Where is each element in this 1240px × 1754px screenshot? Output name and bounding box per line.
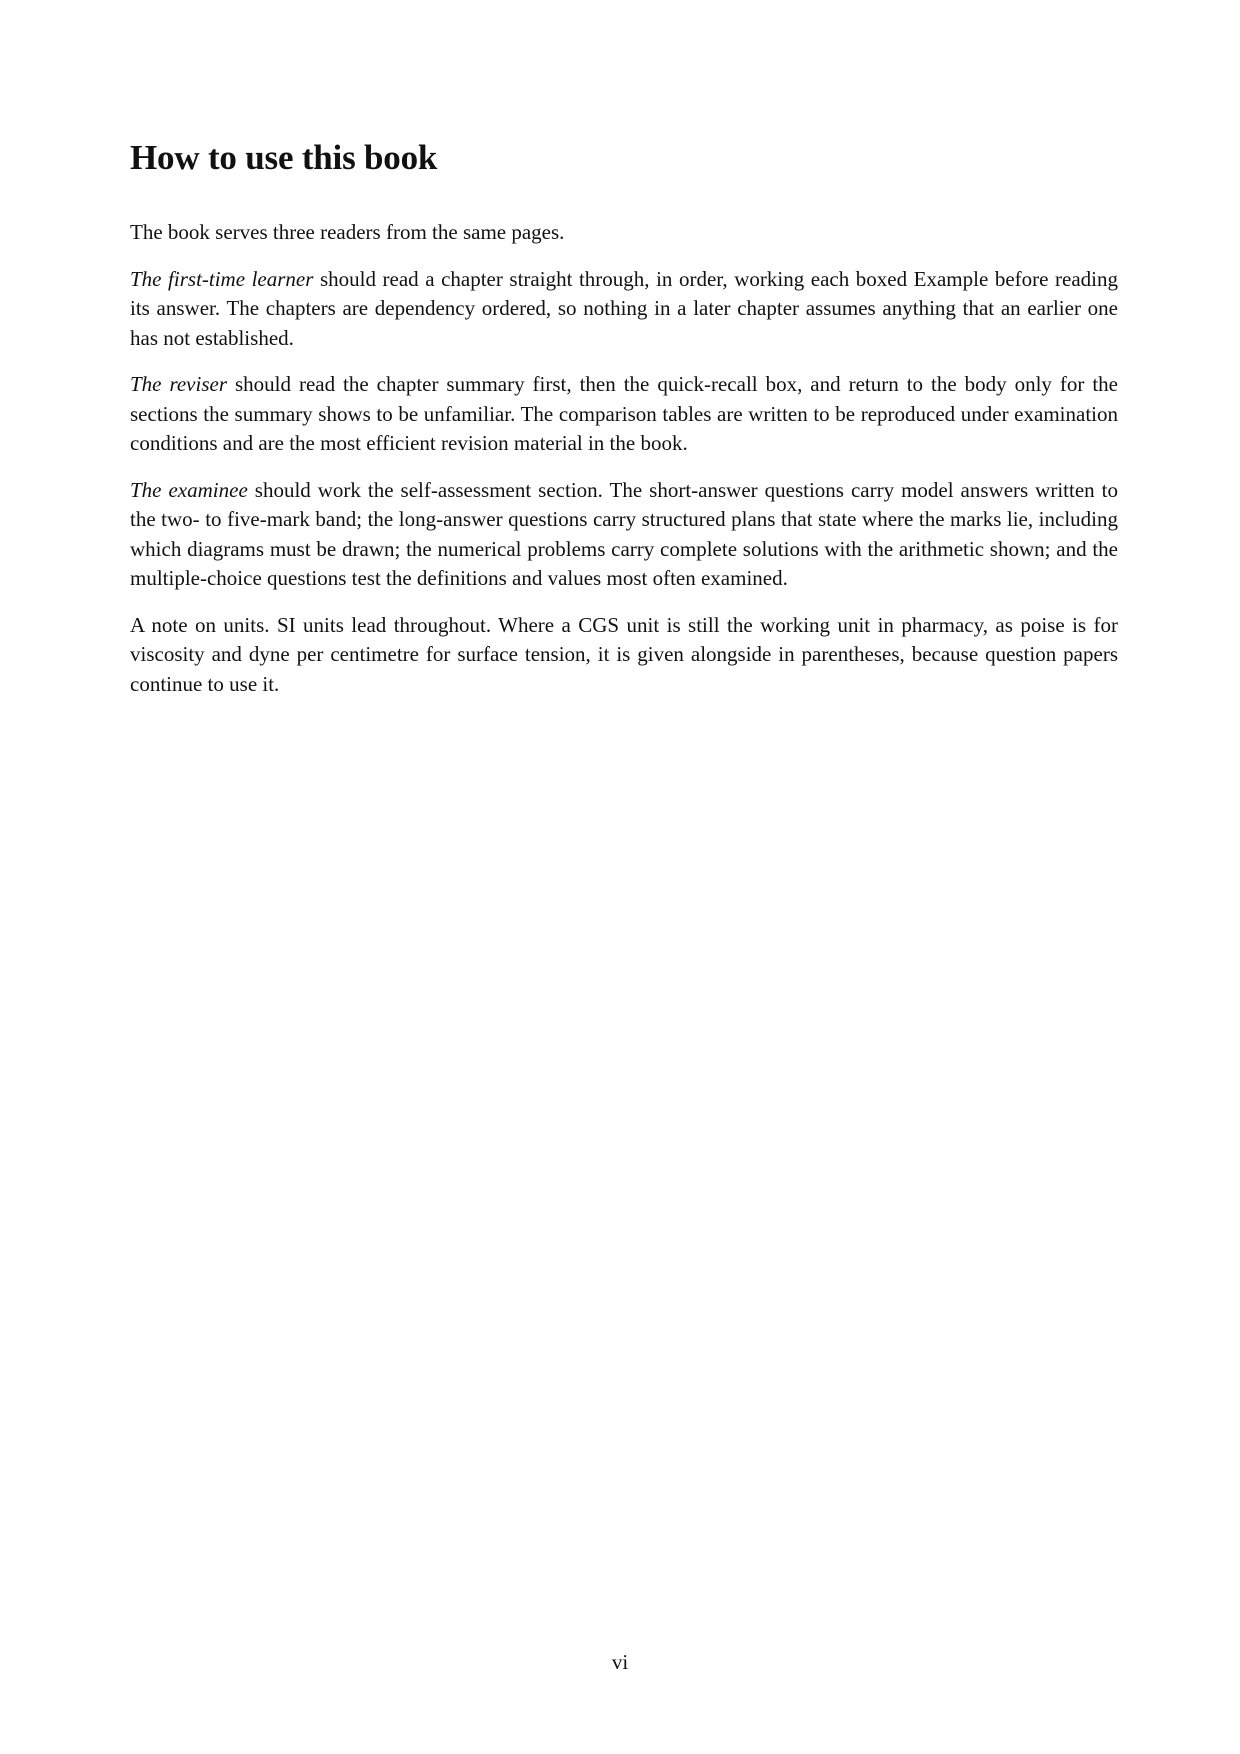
examinee-label: The examinee bbox=[130, 477, 248, 502]
first-time-learner-label: The first-time learner bbox=[130, 266, 314, 291]
page-number: vi bbox=[611, 1650, 629, 1674]
first-time-learner-text: should read a chapter straight through, in order, working each boxed Example before reading its answer. The chapters are dependency ordered, so nothing in a later chapter assumes anything that an earlier one has not established. bbox=[130, 266, 1118, 350]
intro-paragraph: The book serves three readers from the same pages. bbox=[130, 220, 565, 244]
page-title: How to use this book bbox=[130, 138, 438, 177]
first-time-learner-paragraph bbox=[130, 265, 1118, 354]
reviser-text: should read the chapter summary first, then the quick-recall box, and return to the body only for the sections the summary shows to be unfamiliar. The comparison tables are written to be reproduced under examination conditions and are the most efficient revision material in the book. bbox=[130, 372, 1118, 455]
page-content bbox=[130, 134, 1118, 699]
examinee-paragraph bbox=[130, 476, 1118, 594]
units-note-paragraph: A note on units. SI units lead throughout. Where a CGS unit is still the working unit in pharmacy, as poise is for viscosity and dyne per centimetre for surface tension, it is given alongside in parentheses, because question papers continue to use it. bbox=[130, 612, 1118, 696]
reviser-paragraph bbox=[130, 370, 1118, 459]
examinee-text: should work the self-assessment section. The short-answer questions carry model answers written to the two- to five-mark band; the long-answer questions carry structured plans that state where the marks lie, including which diagrams must be drawn; the numerical problems carry complete solutions with the arithmetic shown; and the multiple-choice questions test the definitions and values most often examined. bbox=[130, 477, 1118, 590]
reviser-label: The reviser bbox=[130, 372, 228, 396]
